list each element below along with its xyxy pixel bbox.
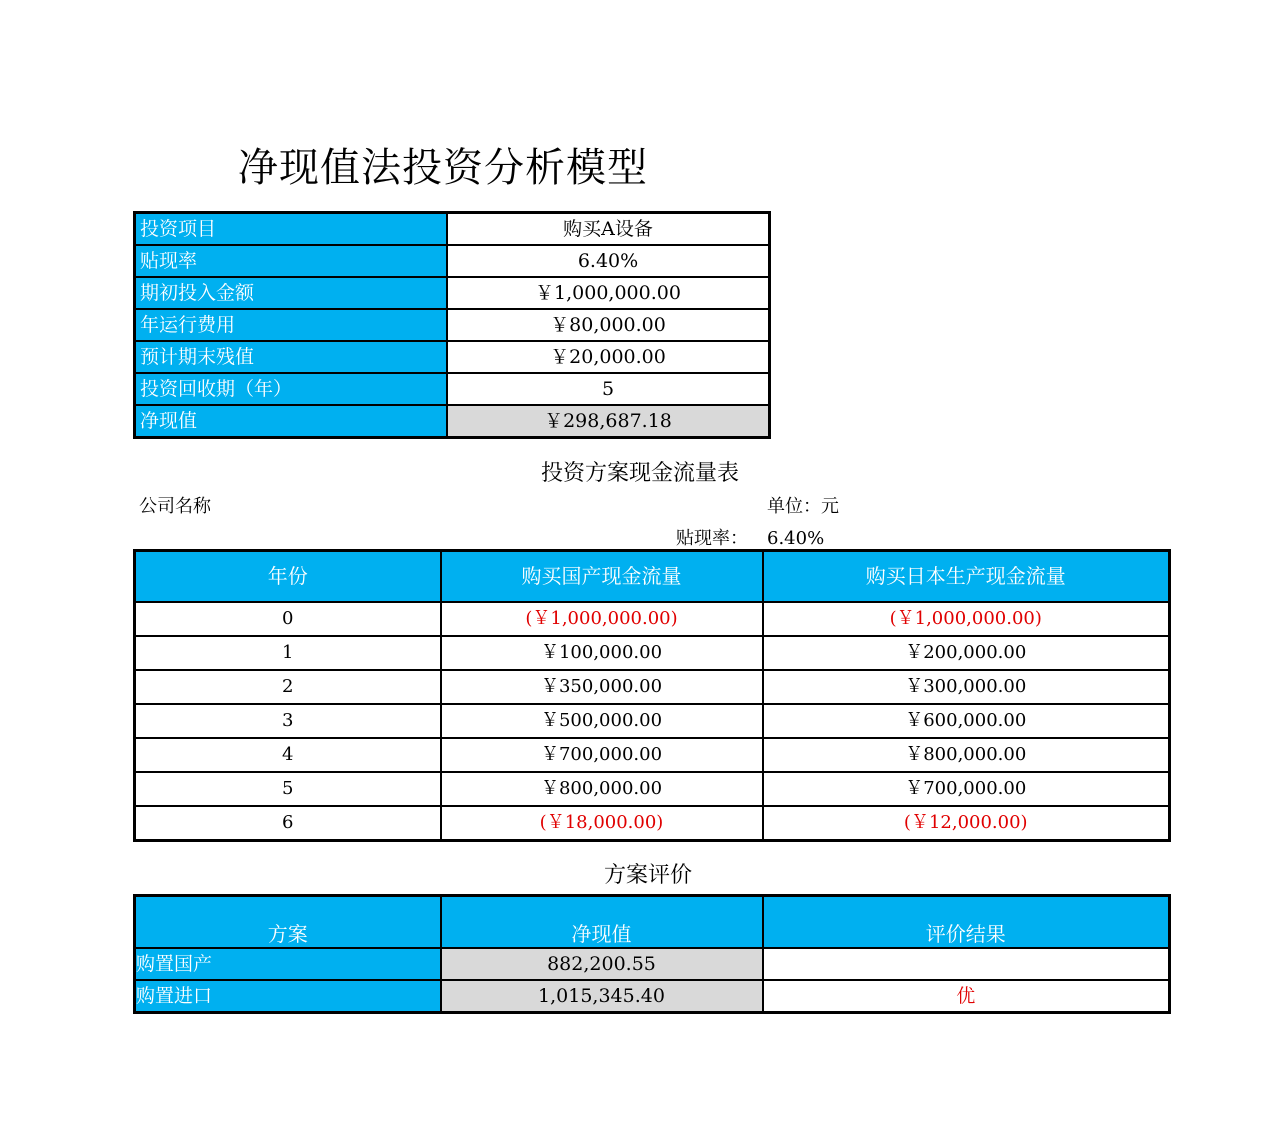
table-row — [135, 772, 1170, 806]
param-label: 投资项目 — [135, 213, 448, 246]
column-header: 购买国产现金流量 — [441, 551, 763, 603]
param-row — [135, 277, 770, 309]
plan-cell[interactable]: 购置国产 — [135, 948, 441, 980]
param-label: 年运行费用 — [135, 309, 448, 341]
year-cell[interactable]: 5 — [135, 772, 441, 806]
domestic-cell[interactable]: ￥350,000.00 — [441, 670, 763, 704]
year-cell[interactable]: 1 — [135, 636, 441, 670]
year-cell[interactable]: 6 — [135, 806, 441, 841]
column-header: 购买日本生产现金流量 — [763, 551, 1170, 603]
param-row — [135, 341, 770, 373]
table-row — [135, 980, 1170, 1013]
param-row — [135, 213, 770, 246]
column-header: 评价结果 — [763, 896, 1170, 949]
column-header: 净现值 — [441, 896, 763, 949]
param-label: 投资回收期（年） — [135, 373, 448, 405]
plan-cell[interactable]: 购置进口 — [135, 980, 441, 1013]
rate-label: 贴现率： — [676, 528, 748, 549]
column-header: 年份 — [135, 551, 441, 603]
company-label: 公司名称 — [139, 496, 211, 517]
cashflow-title: 投资方案现金流量表 — [541, 461, 740, 486]
table-row — [135, 806, 1170, 841]
table-row — [135, 738, 1170, 772]
unit-label: 单位：元 — [767, 496, 839, 517]
param-value[interactable]: ￥80,000.00 — [447, 309, 770, 341]
param-row — [135, 245, 770, 277]
year-cell[interactable]: 2 — [135, 670, 441, 704]
domestic-cell[interactable]: ￥700,000.00 — [441, 738, 763, 772]
domestic-cell[interactable]: ￥800,000.00 — [441, 772, 763, 806]
parameter-table — [133, 211, 771, 439]
param-value[interactable]: ￥20,000.00 — [447, 341, 770, 373]
year-cell[interactable]: 0 — [135, 602, 441, 636]
param-value[interactable]: 6.40% — [447, 245, 770, 277]
rate-value: 6.40% — [767, 528, 825, 549]
param-row — [135, 309, 770, 341]
table-row — [135, 602, 1170, 636]
param-label: 期初投入金额 — [135, 277, 448, 309]
japan-cell[interactable]: ￥600,000.00 — [763, 704, 1170, 738]
param-label: 预计期末残值 — [135, 341, 448, 373]
domestic-cell[interactable]: ￥500,000.00 — [441, 704, 763, 738]
param-row — [135, 405, 770, 438]
year-cell[interactable]: 3 — [135, 704, 441, 738]
domestic-cell[interactable]: (￥18,000.00) — [441, 806, 763, 841]
param-value[interactable]: 5 — [447, 373, 770, 405]
table-header-row — [135, 896, 1170, 949]
domestic-cell[interactable]: (￥1,000,000.00) — [441, 602, 763, 636]
param-row — [135, 373, 770, 405]
japan-cell[interactable]: ￥300,000.00 — [763, 670, 1170, 704]
npv-cell[interactable]: 1,015,345.40 — [441, 980, 763, 1013]
page-title: 净现值法投资分析模型 — [238, 145, 648, 191]
column-header: 方案 — [135, 896, 441, 949]
cashflow-table — [133, 549, 1171, 842]
npv-cell[interactable]: 882,200.55 — [441, 948, 763, 980]
param-value[interactable]: 购买A设备 — [447, 213, 770, 246]
table-header-row — [135, 551, 1170, 603]
japan-cell[interactable]: (￥12,000.00) — [903, 812, 1028, 833]
domestic-cell[interactable]: ￥100,000.00 — [441, 636, 763, 670]
param-label: 贴现率 — [135, 245, 448, 277]
japan-cell[interactable]: ￥200,000.00 — [763, 636, 1170, 670]
japan-cell[interactable]: (￥1,000,000.00) — [763, 602, 1170, 636]
param-label: 净现值 — [135, 405, 448, 438]
result-cell[interactable]: 优 — [956, 985, 976, 1007]
npv-value[interactable]: ￥298,687.18 — [447, 405, 770, 438]
result-cell[interactable] — [763, 948, 1170, 980]
japan-cell[interactable]: ￥700,000.00 — [763, 772, 1170, 806]
table-row — [135, 704, 1170, 738]
japan-cell[interactable]: ￥800,000.00 — [763, 738, 1170, 772]
table-row — [135, 670, 1170, 704]
evaluation-title: 方案评价 — [604, 863, 693, 888]
param-value[interactable]: ￥1,000,000.00 — [447, 277, 770, 309]
table-row — [135, 636, 1170, 670]
year-cell[interactable]: 4 — [135, 738, 441, 772]
table-row — [135, 948, 1170, 980]
evaluation-table — [133, 894, 1171, 1014]
